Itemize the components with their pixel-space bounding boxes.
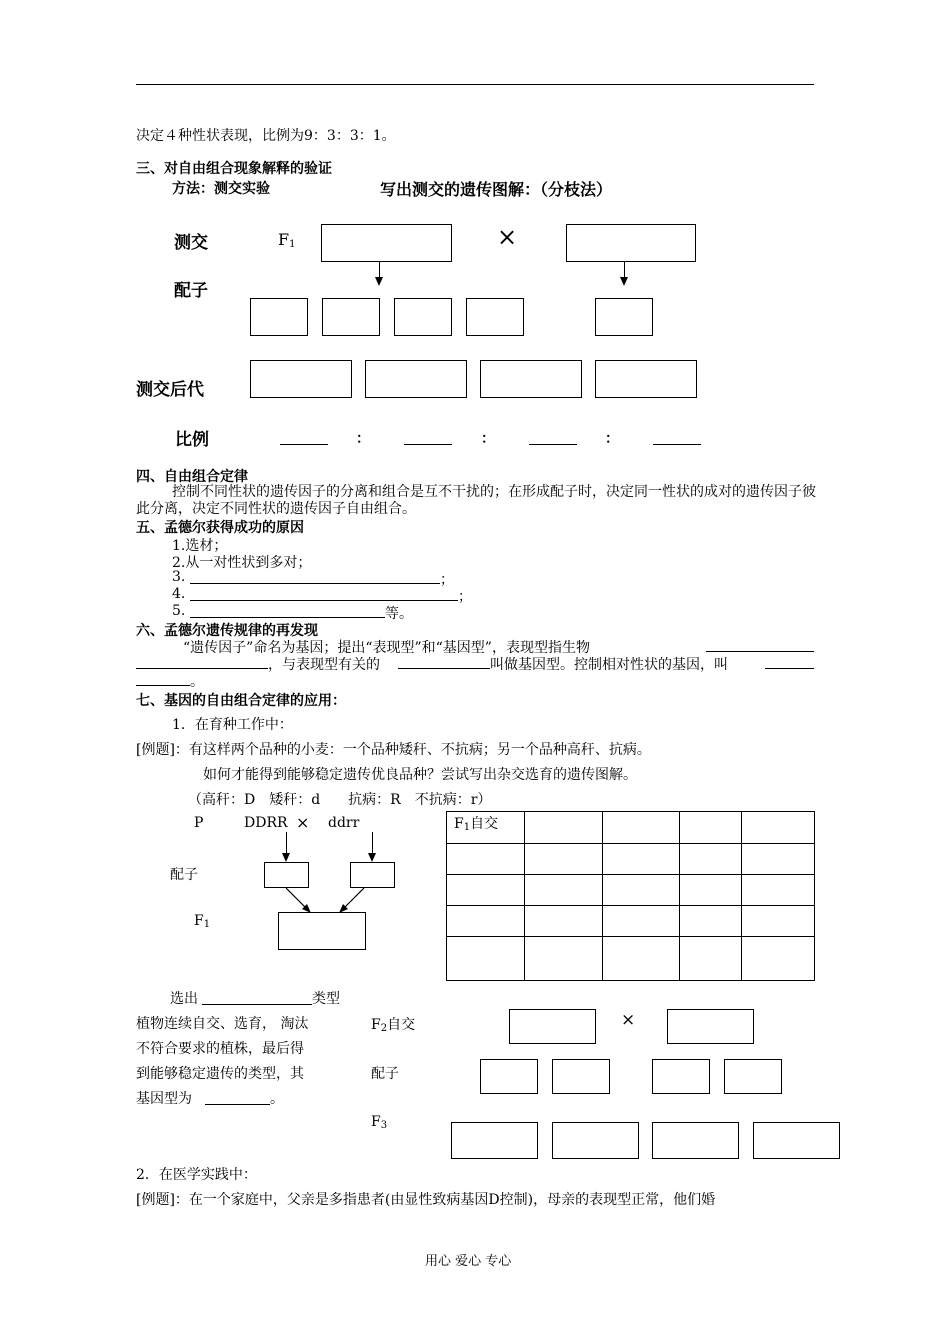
f2-gamete-box[interactable] <box>652 1059 710 1094</box>
f2-gamete-box[interactable] <box>724 1059 782 1094</box>
testcross-label: 测交 <box>174 233 208 253</box>
ratio-separator: ： <box>605 431 619 447</box>
ratio-blank[interactable] <box>404 444 452 445</box>
p-gamete-label: 配子 <box>170 867 198 883</box>
grid-corner-cell <box>447 812 525 844</box>
grid-cell[interactable] <box>603 937 680 981</box>
section6-line1: “遗传因子”命名为基因；提出“表现型”和“基因型”，表现型指生物 <box>183 640 590 656</box>
section3-method: 方法：测交实验 <box>172 181 270 197</box>
section3-task: 写出测交的遗传图解：（分枝法） <box>380 180 613 199</box>
ratio-label: 比例 <box>175 430 209 450</box>
ratio-separator: ： <box>356 431 370 447</box>
f1-genotype-box[interactable] <box>321 224 452 262</box>
gamete-box[interactable] <box>466 298 524 336</box>
section4-heading: 四、自由组合定律 <box>136 469 248 485</box>
f3-box[interactable] <box>451 1122 538 1159</box>
arrow-line-left <box>379 262 380 278</box>
f3-box[interactable] <box>652 1122 739 1159</box>
offspring-box[interactable] <box>365 360 467 398</box>
select-line1-prefix: 选出 <box>170 991 198 1007</box>
gene-legend: （高秆：D 矮秆：d 抗病：R 不抗病：r） <box>188 792 492 808</box>
grid-cell[interactable] <box>680 937 742 981</box>
grid-cell[interactable] <box>680 812 742 844</box>
offspring-label: 测交后代 <box>136 380 204 400</box>
phenotype-blank[interactable] <box>706 651 814 652</box>
ratio-separator: ： <box>481 431 495 447</box>
reason-item-4-end: ； <box>458 589 472 605</box>
f2-gamete-label: 配子 <box>371 1066 399 1082</box>
grid-cell[interactable] <box>447 844 525 875</box>
p-cross-symbol: × <box>296 813 310 832</box>
grid-cell[interactable] <box>525 812 603 844</box>
section6-line2b: 叫做基因型。控制相对性状的基因，叫 <box>490 657 728 673</box>
gamete-box[interactable] <box>322 298 380 336</box>
reason-item-2: 2.从一对性状到多对； <box>172 555 312 571</box>
arrow-down-icon <box>368 853 376 862</box>
phenotype-blank-cont[interactable] <box>136 668 268 669</box>
grid-cell[interactable] <box>603 812 680 844</box>
grid-cell[interactable] <box>603 875 680 906</box>
f2-label: $F_2$自交 <box>371 1017 416 1034</box>
arrow-down-icon <box>282 853 290 862</box>
reason-item-3: 3. <box>172 569 186 585</box>
select-line5-end: 。 <box>270 1091 284 1107</box>
section7-heading: 七、基因的自由组合定律的应用： <box>136 693 346 709</box>
select-line1-suffix: 类型 <box>312 991 340 1007</box>
arrow-down-icon <box>375 277 383 286</box>
grid-cell[interactable] <box>447 937 525 981</box>
select-line3: 不符合要求的植株，最后得 <box>136 1041 304 1057</box>
allele-blank-cont[interactable] <box>136 685 190 686</box>
grid-cell[interactable] <box>525 937 603 981</box>
application-breeding: 1．在育种工作中： <box>172 717 293 733</box>
grid-cell[interactable] <box>525 844 603 875</box>
grid-cell[interactable] <box>680 844 742 875</box>
ratio-blank[interactable] <box>280 444 328 445</box>
grid-cell[interactable] <box>525 875 603 906</box>
grid-cell[interactable] <box>680 875 742 906</box>
p-label: P <box>194 815 204 831</box>
grid-cell[interactable] <box>603 906 680 937</box>
ratio-blank[interactable] <box>653 444 701 445</box>
example1-line1: [例题]：有这样两个品种的小麦：一个品种矮秆、不抗病；另一个品种高秆、抗病。 <box>136 742 651 758</box>
reason-blank-3[interactable] <box>190 583 440 584</box>
f2-cross-symbol: × <box>621 1010 636 1030</box>
punnett-grid <box>446 811 815 981</box>
p-arrow-line <box>286 832 287 854</box>
select-line4: 到能够稳定遗传的类型，其 <box>136 1066 304 1082</box>
grid-cell[interactable] <box>742 844 815 875</box>
p-parent-ddrr-dominant: DDRR <box>244 815 288 831</box>
reason-item-5: 5. <box>172 603 186 619</box>
f3-box[interactable] <box>753 1122 840 1159</box>
gamete-box[interactable] <box>394 298 452 336</box>
gametes-label: 配子 <box>174 281 208 301</box>
section6-line2a: ，与表现型有关的 <box>268 657 380 673</box>
grid-cell[interactable] <box>603 844 680 875</box>
p-f1-box[interactable] <box>278 912 366 950</box>
arrow-down-icon <box>620 277 628 286</box>
allele-blank[interactable] <box>765 668 814 669</box>
reason-item-5-end: 等。 <box>385 606 413 622</box>
p-gamete-box[interactable] <box>350 862 395 888</box>
gamete-box[interactable] <box>250 298 308 336</box>
grid-cell[interactable] <box>742 875 815 906</box>
tester-genotype-box[interactable] <box>566 224 696 262</box>
grid-cell[interactable] <box>447 906 525 937</box>
f2-gamete-box[interactable] <box>552 1059 610 1094</box>
grid-cell[interactable] <box>742 906 815 937</box>
reason-blank-4[interactable] <box>190 600 458 601</box>
offspring-box[interactable] <box>480 360 582 398</box>
select-line2: 植物连续自交、选育， 淘汰 <box>136 1016 309 1032</box>
grid-cell[interactable] <box>525 906 603 937</box>
f2-parent-box[interactable] <box>667 1009 754 1044</box>
application-medicine: 2．在医学实践中： <box>136 1167 257 1183</box>
section6-heading: 六、孟德尔遗传规律的再发现 <box>136 623 318 639</box>
f3-label: $F_3$ <box>371 1114 388 1131</box>
cross-symbol: × <box>497 223 518 251</box>
grid-cell[interactable] <box>680 906 742 937</box>
p-arrow-line <box>372 832 373 854</box>
genotype-blank[interactable] <box>398 668 490 669</box>
grid-cell[interactable] <box>742 937 815 981</box>
section6-line3-end: 。 <box>190 674 204 690</box>
reason-item-1: 1.选材； <box>172 538 228 554</box>
select-genotype-blank[interactable] <box>205 1104 270 1105</box>
f1-label: $F_1$ <box>278 230 296 250</box>
section3-heading: 三、对自由组合现象解释的验证 <box>136 161 332 177</box>
ratio-blank[interactable] <box>529 444 577 445</box>
example1-line2: 如何才能得到能够稳定遗传优良品种？尝试写出杂交选育的遗传图解。 <box>203 767 637 783</box>
section5-heading: 五、孟德尔获得成功的原因 <box>136 520 304 536</box>
p-gamete-box[interactable] <box>264 862 309 888</box>
f3-box[interactable] <box>552 1122 639 1159</box>
reason-item-3-end: ； <box>440 572 454 588</box>
f2-parent-box[interactable] <box>509 1009 596 1044</box>
page-footer: 用心 爱心 专心 <box>425 1254 512 1269</box>
grid-cell[interactable] <box>742 812 815 844</box>
arrow-line-right <box>624 262 625 278</box>
header-rule <box>136 84 814 85</box>
select-line5: 基因型为 <box>136 1091 192 1107</box>
offspring-box[interactable] <box>595 360 697 398</box>
reason-item-4: 4. <box>172 586 186 602</box>
grid-cell[interactable] <box>447 875 525 906</box>
p-f1-label: $F_1$ <box>194 913 211 930</box>
offspring-box[interactable] <box>250 360 352 398</box>
example2-line1: [例题]：在一个家庭中，父亲是多指患者(由显性致病基因D控制)，母亲的表现型正常，他们婚 <box>136 1192 716 1208</box>
p-parent-ddrr-recessive: ddrr <box>328 815 360 831</box>
intro-line: 决定４种性状表现，比例为9：3：3：1。 <box>136 128 396 144</box>
select-type-blank[interactable] <box>202 1004 312 1005</box>
grid-corner-label: $F_1$自交 <box>454 816 499 833</box>
f2-gamete-box[interactable] <box>480 1059 538 1094</box>
gamete-box[interactable] <box>595 298 653 336</box>
reason-blank-5[interactable] <box>190 617 385 618</box>
section4-body: 控制不同性状的遗传因子的分离和组合是互不干扰的；在形成配子时，决定同一性状的成对的遗传因子彼此分离，决定不同性状的遗传因子自由组合。 <box>136 484 816 517</box>
